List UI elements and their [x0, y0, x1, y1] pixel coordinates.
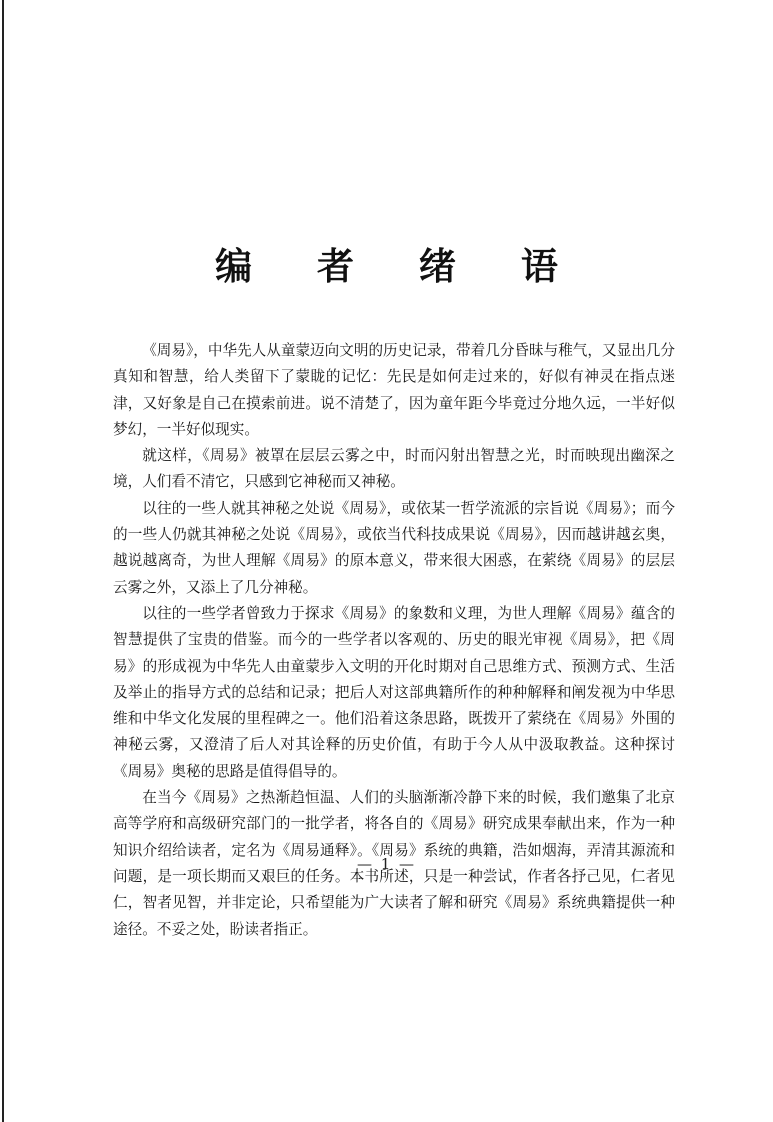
paragraph: 在当今《周易》之热渐趋恒温、人们的头脑渐渐冷静下来的时候，我们邀集了北京高等学府和高级研究部门的一批学者，将各自的《周易》研究成果奉献出来，作为一种知识介绍给读者，定名为《周易通释》。《周易》系统的典籍，浩如烟海，弄清其源流和问题，是一项长期而又艰巨的任务。本书所述，只是一种尝试，作者各抒己见，仁者见仁，智者见智，并非定论，只希望能为广大读者了解和研究《周易》系统典籍提供一种途径。不妥之处，盼读者指正。 [113, 789, 675, 938]
paragraph: 以往的一些学者曾致力于探求《周易》的象数和义理，为世人理解《周易》蕴含的智慧提供了宝贵的借鉴。而今的一些学者以客观的、历史的眼光审视《周易》，把《周易》的形成视为中华先人由童蒙步入文明的开化时期对自己思维方式、预测方式、生活及举止的指导方式的总结和记录；把后人对这部典籍所作的种种解释和阐发视为中华思维和中华文化发展的里程碑之一。他们沿着这条思路，既拨开了萦绕在《周易》外围的神秘云雾，又澄清了后人对其诠释的历史价值，有助于今人从中汲取教益。这种探讨《周易》奥秘的思路是值得倡导的。 [113, 604, 675, 780]
page-number: — 1 — [356, 855, 417, 873]
page-title: 编 者 绪 语 [215, 245, 584, 288]
paragraph: 就这样，《周易》被罩在层层云雾之中，时而闪射出智慧之光，时而映现出幽深之境，人们看不清它，只感到它神秘而又神秘。 [113, 447, 675, 491]
body-text [113, 338, 675, 943]
scan-edge-line [2, 0, 4, 1122]
paragraph: 《周易》，中华先人从童蒙迈向文明的历史记录，带着几分昏昧与稚气，又显出几分真知和智慧，给人类留下了蒙眬的记忆：先民是如何走过来的，好似有神灵在指点迷津，又好象是自己在摸索前进。说不清楚了，因为童年距今毕竟过分地久远，一半好似梦幻，一半好似现实。 [113, 342, 675, 438]
paragraph: 以往的一些人就其神秘之处说《周易》，或依某一哲学流派的宗旨说《周易》；而今的一些人仍就其神秘之处说《周易》，或依当代科技成果说《周易》，因而越讲越玄奥，越说越离奇，为世人理解《周易》的原本意义，带来很大困惑，在萦绕《周易》的层层云雾之外，又添上了几分神秘。 [113, 499, 675, 596]
